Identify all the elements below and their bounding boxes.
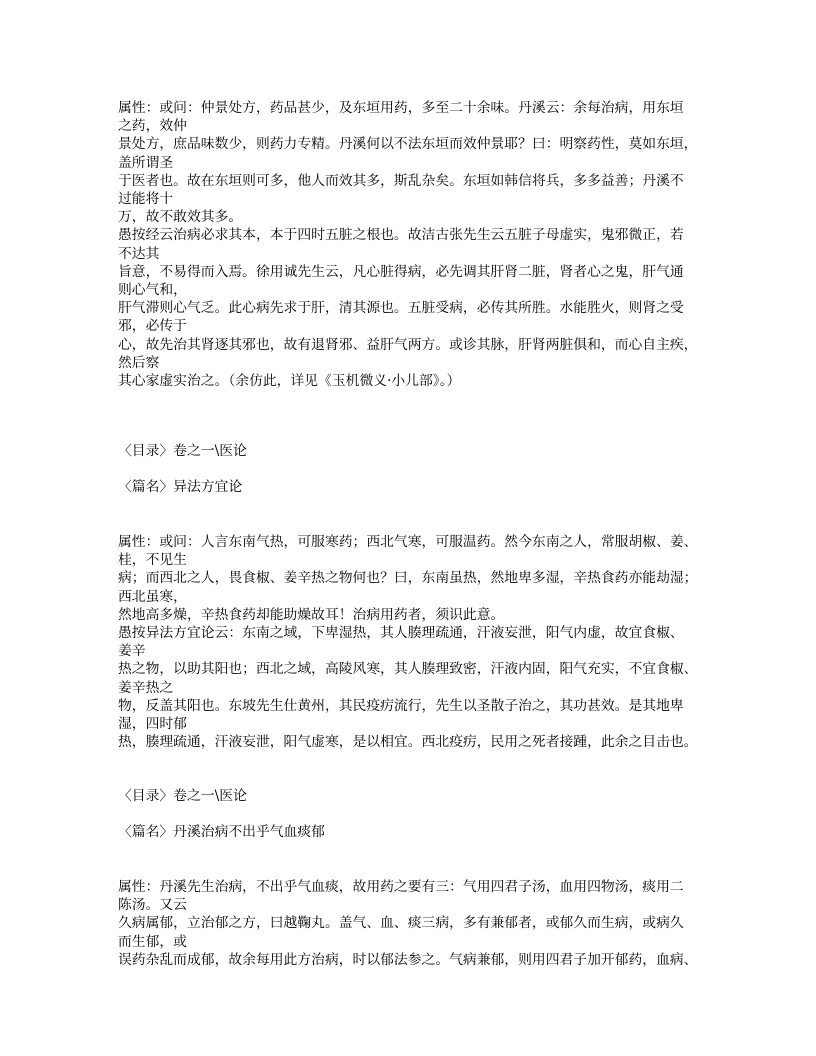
text-line: 不达其 bbox=[118, 245, 160, 262]
text-line: 邪，必传于 bbox=[118, 318, 187, 335]
text-line: 热之物，以助其阳也；西北之域，高陵风寒，其人腠理致密，汗液内固，阳气充实，不宜食椒、 bbox=[118, 661, 698, 678]
text-line: 肝气滞则心气乏。此心病先求于肝，清其源也。五脏受病，必传其所胜。水能胜火，则肾之受 bbox=[118, 300, 684, 317]
text-line: 久病属郁，立治郁之方，曰越鞠丸。盖气、血、痰三病，多有兼郁者，或郁久而生病，或病久 bbox=[118, 915, 684, 932]
text-line: 西北虽寒， bbox=[118, 588, 187, 605]
catalog-heading: 〈目录〉卷之一\医论 bbox=[118, 443, 247, 459]
text-line: 属性：或问：仲景处方，药品甚少，及东垣用药，多至二十余味。丹溪云：余每治病，用东垣 bbox=[118, 100, 684, 116]
text-line: 景处方，庶品味数少，则药力专精。丹溪何以不法东垣而效仲景耶？曰：明察药性，莫如东垣， bbox=[118, 136, 698, 153]
text-line: 其心家虚实治之。（余仿此，详见《玉机微义·小儿部》。） bbox=[118, 373, 461, 389]
text-line: 旨意，不易得而入焉。徐用诚先生云，凡心脏得病，必先调其肝肾二脏，肾者心之鬼，肝气通 bbox=[118, 263, 684, 280]
text-line: 然后察 bbox=[118, 354, 160, 371]
text-line: 过能将十 bbox=[118, 191, 174, 207]
text-line: 桂，不见生 bbox=[118, 552, 187, 569]
text-line: 湿，四时郁 bbox=[118, 716, 187, 732]
text-line: 属性：或问：人言东南气热，可服寒药；西北气寒，可服温药。然今东南之人，常服胡椒、姜、 bbox=[118, 534, 698, 550]
text-line: 心，故先治其肾逐其邪也，故有退肾邪、益肝气两方。或诊其脉，肝肾两脏俱和，而心自主疾， bbox=[118, 336, 698, 353]
text-line: 陈汤。又云 bbox=[118, 897, 187, 914]
text-line: 盖所谓圣 bbox=[118, 154, 174, 171]
text-line: 病；而西北之人，畏食椒、姜辛热之物何也？曰，东南虽热，然地卑多湿，辛热食药亦能劫湿； bbox=[118, 570, 698, 587]
text-line: 属性：丹溪先生治病，不出乎气血痰，故用药之要有三：气用四君子汤，血用四物汤，痰用二 bbox=[118, 879, 684, 895]
text-line: 愚按异法方宜论云：东南之域，下卑湿热，其人腠理疏通，汗液妄泄，阳气内虚，故宜食椒、 bbox=[118, 625, 684, 641]
text-line: 误药杂乱而成郁，故余每用此方治病，时以郁法参之。气病兼郁，则用四君子加开郁药，血病、 bbox=[118, 951, 698, 968]
text-line: 然地高多燥，辛热食药却能助燥故耳！治病用药者，须识此意。 bbox=[118, 606, 505, 623]
text-line: 则心气和， bbox=[118, 282, 187, 298]
text-line: 愚按经云治病必求其本，本于四时五脏之根也。故洁古张先生云五脏子母虚实，鬼邪微正，若 bbox=[118, 227, 684, 244]
text-line: 热，腠理疏通，汗液妄泄，阳气虚寒，是以相宜。西北疫疠，民用之死者接踵，此余之目击也。 bbox=[118, 734, 698, 751]
text-line: 而生郁，或 bbox=[118, 933, 187, 950]
article-title: 〈篇名〉异法方宜论 bbox=[118, 479, 243, 495]
text-line: 之药，效仲 bbox=[118, 118, 187, 135]
text-line: 姜辛 bbox=[118, 643, 146, 660]
text-line: 万，故不敢效其多。 bbox=[118, 209, 243, 226]
text-line: 于医者也。故在东垣则可多，他人而效其多，斯乱杂矣。东垣如韩信将兵，多多益善；丹溪不 bbox=[118, 172, 684, 189]
catalog-heading: 〈目录〉卷之一\医论 bbox=[118, 788, 247, 804]
text-line: 姜辛热之 bbox=[118, 679, 174, 696]
text-line: 物，反盖其阳也。东坡先生仕黄州，其民疫疠流行，先生以圣散子治之，其功甚效。是其地卑 bbox=[118, 697, 684, 714]
article-title: 〈篇名〉丹溪治病不出乎气血痰郁 bbox=[118, 824, 325, 840]
